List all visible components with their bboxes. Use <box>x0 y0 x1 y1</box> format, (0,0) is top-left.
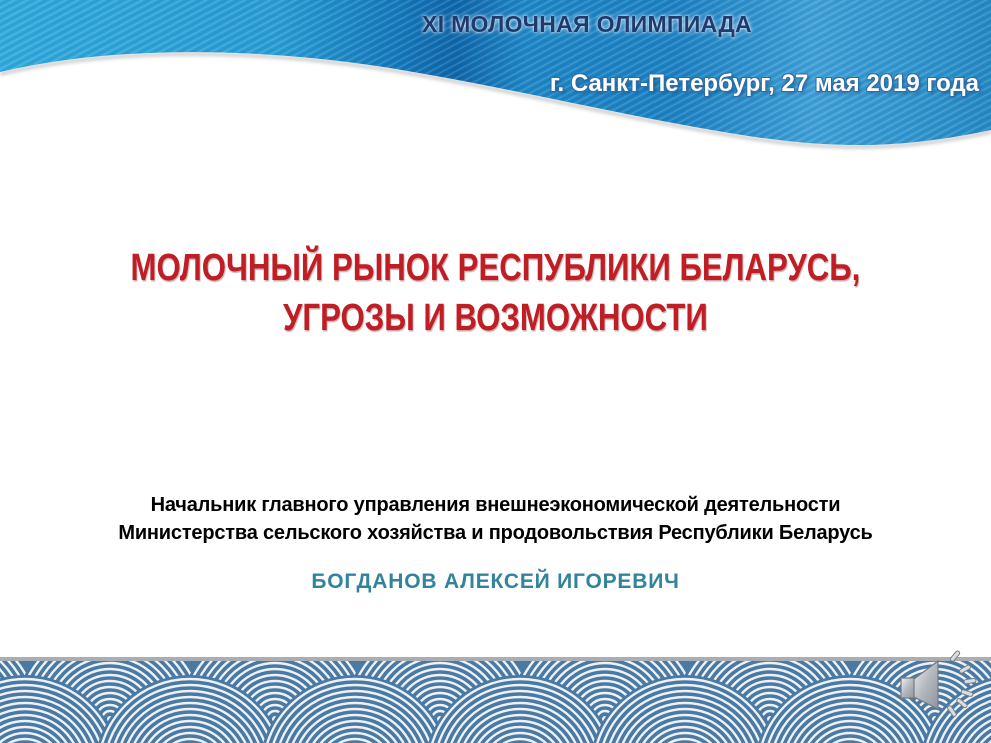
slide-title-line2: УГРОЗЫ И ВОЗМОЖНОСТИ <box>283 297 708 339</box>
speaker-sound-waves <box>947 650 976 717</box>
event-title: XI МОЛОЧНАЯ ОЛИМПИАДА <box>422 11 752 37</box>
slide-title <box>89 243 902 343</box>
presenter-name: БОГДАНОВ АЛЕКСЕЙ ИГОРЕВИЧ <box>311 570 680 593</box>
event-location-date: г. Санкт-Петербург, 27 мая 2019 года <box>549 70 979 97</box>
slide-title-line1: МОЛОЧНЫЙ РЫНОК РЕСПУБЛИКИ БЕЛАРУСЬ, <box>130 247 861 289</box>
presenter-affiliation-line1: Начальник главного управления внешнеэкономической деятельности <box>150 494 841 516</box>
speaker-driver <box>901 678 915 698</box>
presenter-affiliation-line2: Министерства сельского хозяйства и продовольствия Республики Беларусь <box>118 522 873 544</box>
footer-wave-band <box>0 657 991 743</box>
footer-wave-pattern <box>0 661 991 743</box>
speaker-icon[interactable] <box>896 648 978 718</box>
presenter-affiliation <box>0 491 991 547</box>
speaker-cone <box>914 661 938 709</box>
